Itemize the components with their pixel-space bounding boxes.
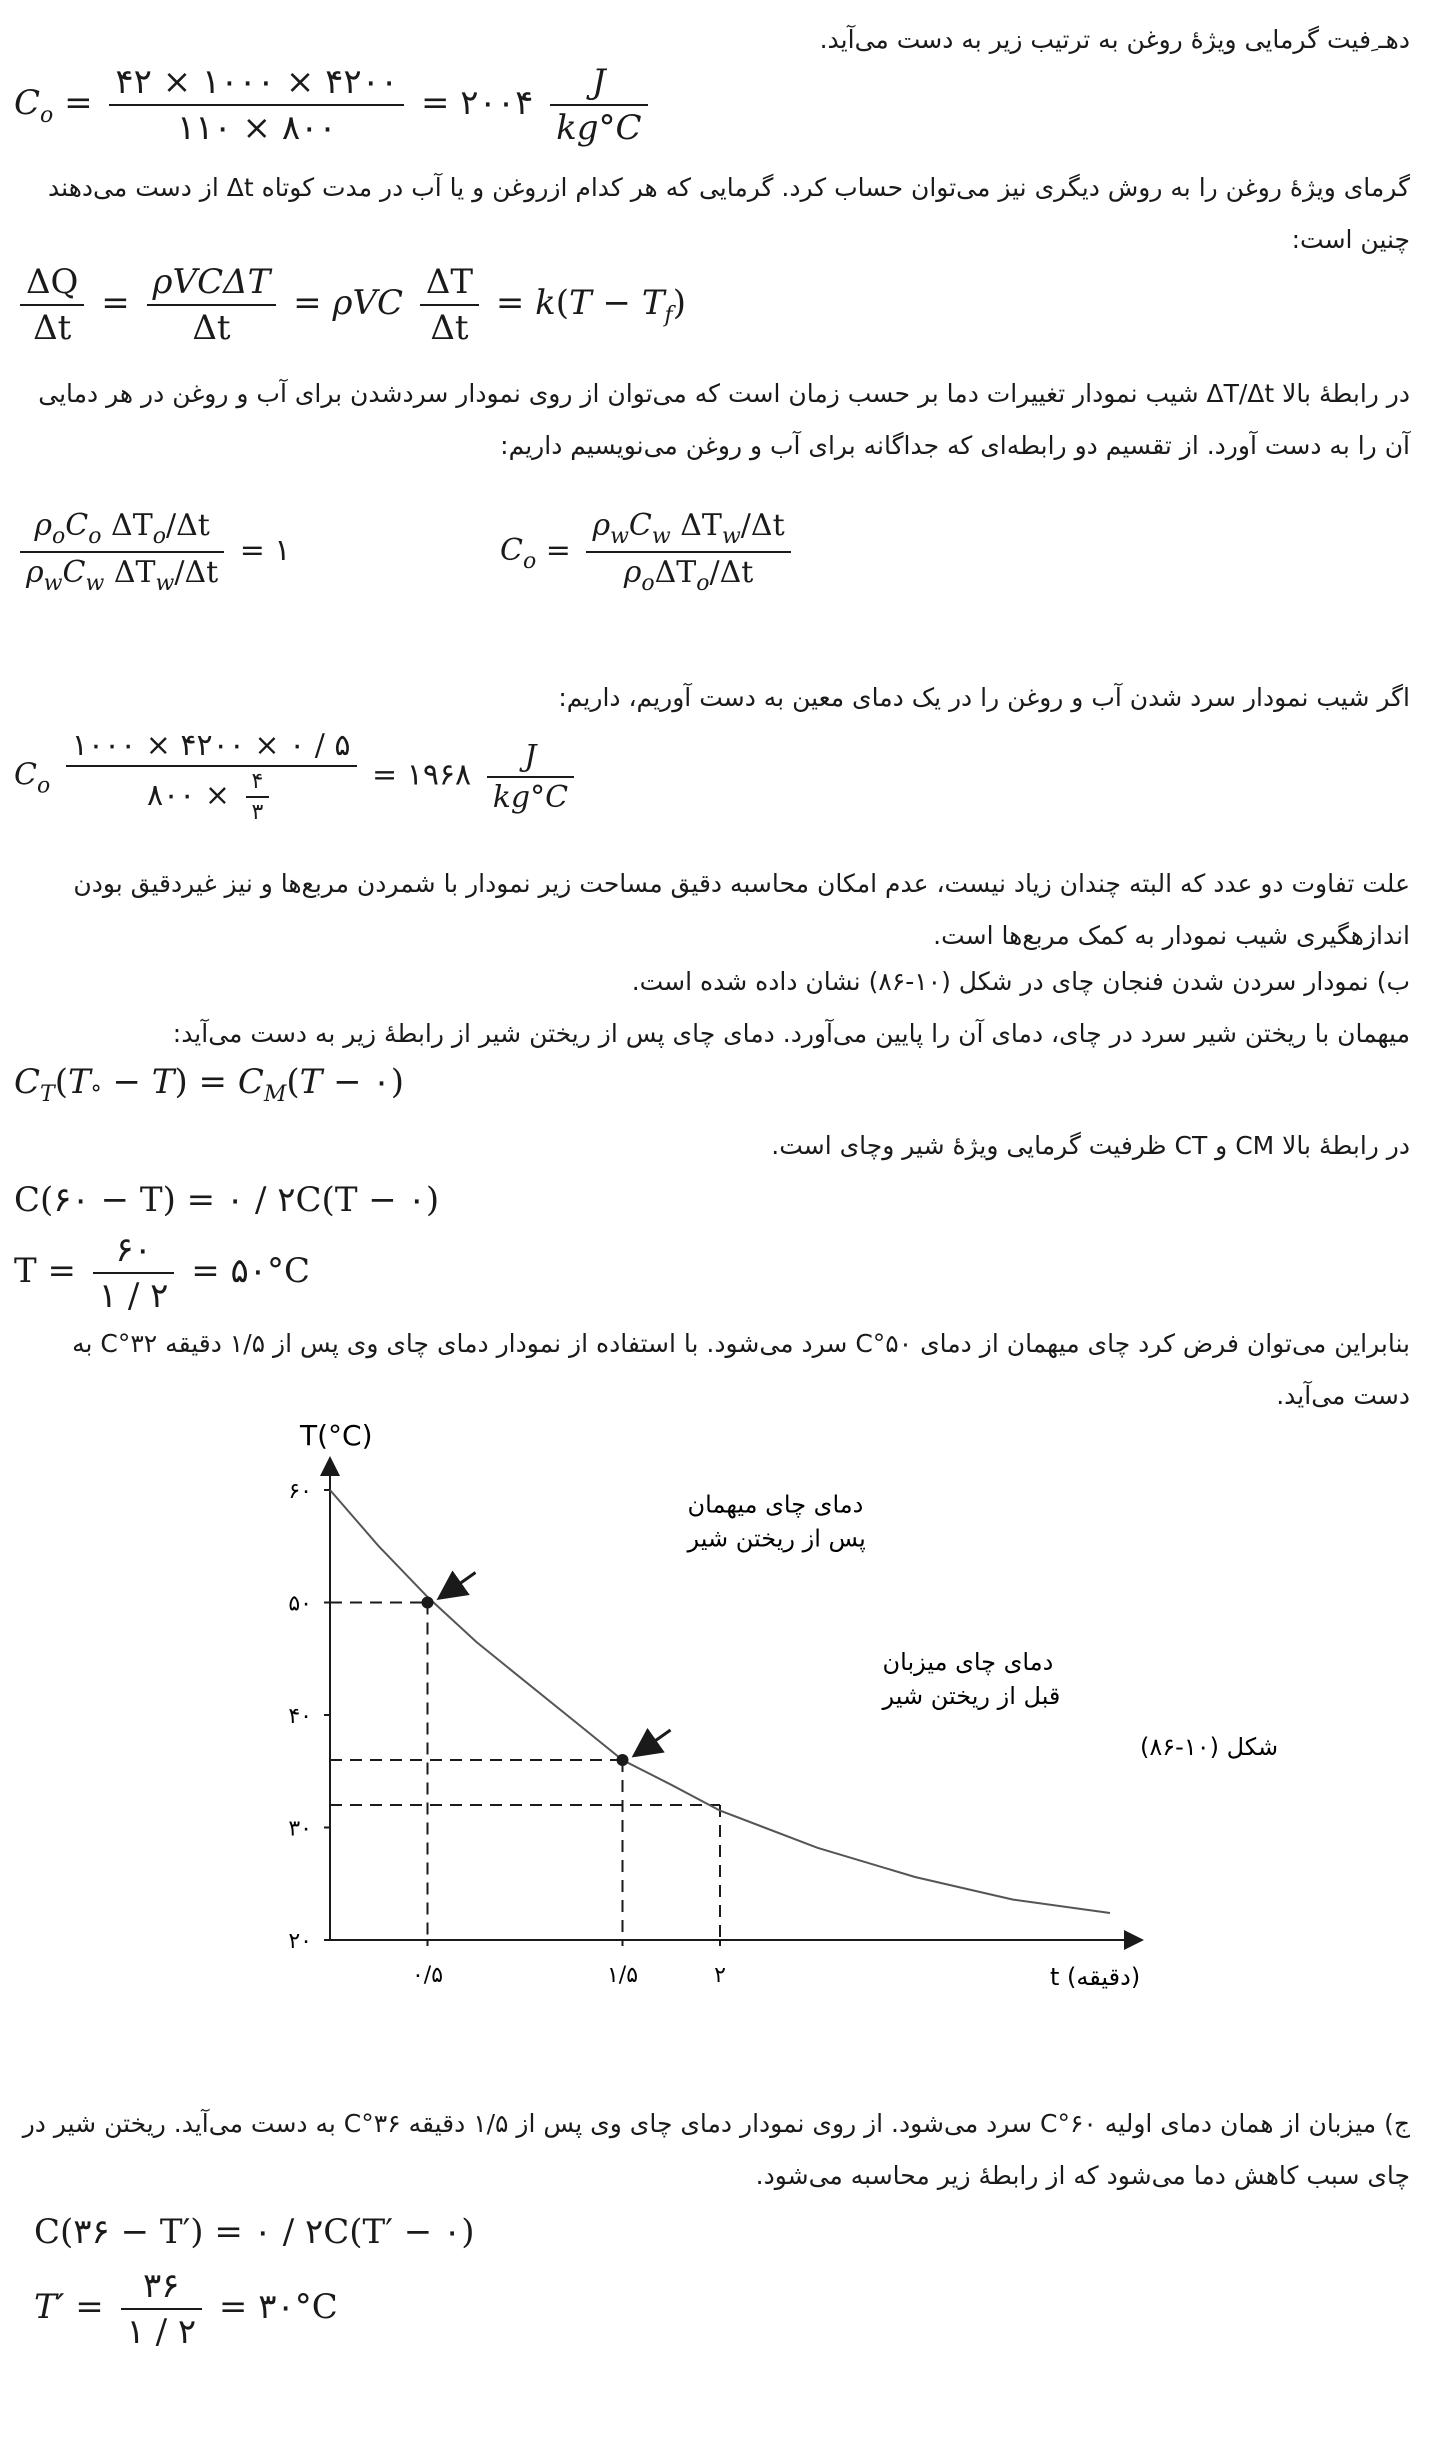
slope-paragraph: در رابطۀ بالا ΔT/Δt شیب نمودار تغییرات دما بر حسب زمان است که می‌توان از روی نمودار سردشدن برای آب و روغن در هر دمایی آن را به دست آورد. از تقسیم دو رابطه‌ای که جداگانه برای آب و روغن می‌نویسیم داریم:	[38, 379, 1410, 460]
reason-paragraph: علت تفاوت دو عدد که البته چندان زیاد نیست، عدم امکان محاسبه دقیق مساحت زیر نمودار با شمردن مربع‌ها و نیز غیردقیق بودن اندازهگیری شیب نمودار به کمک مربع‌ها است.	[73, 869, 1410, 950]
method-paragraph: گرمای ویژۀ روغن را به روش دیگری نیز می‌توان حساب کرد. گرمایی که هر کدام ازروغن و یا آب در مدت کوتاه Δt از دست می‌دهند چنین است:	[48, 173, 1410, 254]
point-annotation: قبل از ریختن شیر	[882, 1682, 1061, 1710]
eq10-value: = ۳۰°C	[218, 2287, 338, 2327]
eq9-text: C(۳۶ − T′) = ۰ / ۲C(T′ − ۰)	[34, 2212, 475, 2252]
annotation-arrow	[637, 1730, 671, 1754]
equation-oil-capacity-result: $C_o$ ۱۰۰۰ × ۴۲۰۰ × ۰ / ۵ ۸۰۰ × $\frac{۴}{۳}$ = ۱۹۶۸ $\frac{J}{kg^\circ C}$	[14, 728, 580, 825]
data-point	[422, 1597, 434, 1609]
equation-guest-tea	[14, 1180, 439, 1220]
eq8-value: = ۵۰°C	[191, 1251, 311, 1291]
equation-host-temp: T′ = $\frac{۳۶}{۱ / ۲}$ = ۳۰°C	[34, 2266, 338, 2352]
equation-mixing: $C_T(T^\circ - T) = C_M(T$ − ۰)	[14, 1062, 404, 1107]
eq10-denominator: ۱ / ۲	[126, 2312, 197, 2352]
eq10-numerator: ۳۶	[121, 2266, 203, 2310]
guest-paragraph: میهمان با ریختن شیر سرد در چای، دمای آن را پایین می‌آورد. دمای چای پس از ریختن شیر از رابطۀ زیر به دست می‌آید:	[172, 1019, 1410, 1048]
eq7-text: C(۶۰ − T) = ۰ / ۲C(T − ۰)	[14, 1180, 440, 1220]
x-tick-label: ۰/۵	[411, 1963, 444, 1988]
eq1-denominator: ۱۱۰ × ۸۰۰	[176, 108, 337, 148]
equation-oil-capacity-ratio: $C_o$ = $\frac{\rho_wC_w \Delta T_w/\Delta t}{\rho_o\Delta T_o/\Delta t}$	[500, 508, 797, 596]
y-tick-label: ۳۰	[288, 1816, 312, 1842]
figure-caption: شکل (۱۰-۸۶)	[1140, 1733, 1279, 1761]
eq5-small-num: ۴	[246, 769, 270, 798]
y-axis-label: T(°C)	[300, 1419, 373, 1452]
y-tick-label: ۲۰	[288, 1929, 312, 1954]
annotation-arrow	[442, 1573, 476, 1597]
eq5-numerator: ۱۰۰۰ × ۴۲۰۰ × ۰ / ۵	[66, 728, 357, 767]
point-annotation: دمای چای میهمان	[687, 1490, 864, 1519]
if-slope-paragraph: اگر شیب نمودار سرد شدن آب و روغن را در یک دمای معین به دست آوریم، داریم:	[558, 683, 1410, 712]
eq8-numerator: ۶۰	[93, 1230, 175, 1274]
equation-guest-temp: T = $\frac{۶۰}{۱ / ۲}$ = ۵۰°C	[14, 1230, 311, 1316]
eq1-value: = ۲۰۰۴	[421, 83, 534, 123]
equation-ratio: $\frac{\rho_oC_o \Delta T_o/\Delta t}{\rho_wC_w \Delta T_w/\Delta t}$ = ۱	[14, 508, 291, 596]
point-annotation: پس از ریختن شیر	[687, 1524, 866, 1553]
eq8-denominator: ۱ / ۲	[98, 1276, 169, 1316]
header-text: دهـ ِفیت گرمایی ویژۀ روغن به ترتیب زیر به دست می‌آید.	[819, 25, 1410, 54]
x-axis-label: t (دقیقه)	[1050, 1963, 1141, 1991]
point-annotation: دمای چای میزبان	[882, 1648, 1054, 1676]
equation-oil-heat-capacity: $C_o$ = $\frac{۴۲ \times ۱۰۰۰ \times ۴۲۰۰}{۱۱۰ \times ۸۰۰}$ = ۲۰۰۴ $\frac{J}{kg^\circ C}$	[14, 62, 654, 148]
eq5-value: = ۱۹۶۸	[372, 757, 472, 793]
equation-heat-loss-rate: $\frac{\Delta Q}{\Delta t}$ = $\frac{\text{ρVCΔT}}{\Delta t}$ = ρVC $\frac{\Delta T}{\Delta t}$ = $k(T - T_f)$	[14, 262, 686, 348]
part-b-paragraph: ب) نمودار سردن شدن فنجان چای در شکل (۱۰-۸۶) نشان داده شده است.	[631, 967, 1410, 996]
eq5-small-den: ۳	[251, 800, 264, 825]
part-c-paragraph: ج) میزبان از همان دمای اولیه ۶۰°C سرد می‌شود. از روی نمودار دمای چای وی پس از ۱/۵ دقیقه ۳۶°C به دست می‌آید. ریختن شیر در چای سبب کاهش دما می‌شود که از رابطۀ زیر محاسبه می‌شود.	[22, 2109, 1410, 2190]
y-tick-label: ۴۰	[288, 1704, 312, 1729]
x-tick-label: ۱/۵	[606, 1963, 639, 1988]
eq5-denominator: ۸۰۰ ×	[146, 778, 230, 813]
equation-host-tea	[34, 2212, 475, 2252]
therefore-paragraph: بنابراین می‌توان فرض کرد چای میهمان از دمای ۵۰°C سرد می‌شود. با استفاده از نمودار دمای چای وی پس از ۱/۵ دقیقه ۳۲°C به دست می‌آید.	[72, 1329, 1410, 1410]
y-tick-label: ۶۰	[288, 1479, 312, 1504]
ct-cm-paragraph: در رابطۀ بالا CM و CT ظرفیت گرمایی ویژۀ شیر وچای است.	[771, 1131, 1410, 1160]
data-point	[617, 1754, 629, 1766]
x-tick-label: ۲	[714, 1963, 726, 1988]
y-tick-label: ۵۰	[288, 1591, 312, 1617]
eq1-numerator: ۴۲ × ۱۰۰۰ × ۴۲۰۰	[109, 62, 404, 106]
cooling-chart	[240, 1419, 1279, 2020]
